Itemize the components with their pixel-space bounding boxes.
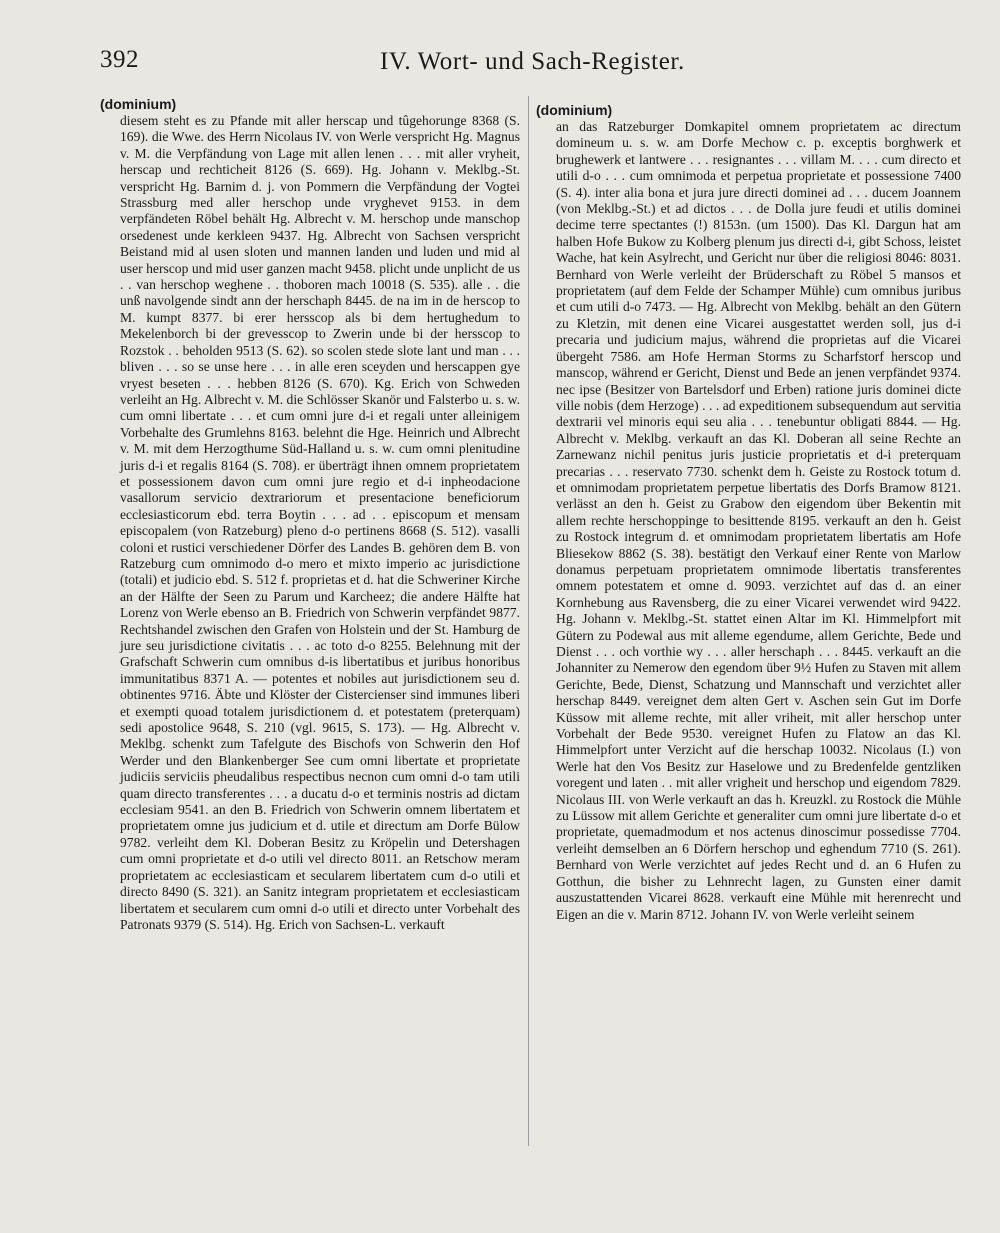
page-number: 392 — [100, 46, 139, 73]
right-column-text: an das Ratzeburger Domkapitel omnem proprietatem ac directum domineum u. s. w. am Dorfe Mechow c. p. exceptis borghwerk et brughewerk et lantwere . . . resignantes . . . villam M. . . . cum directo et utili d-o . . . cum omnimoda et perpetua proprietate et possessione 7400 (S. 4). inter alia bona et jura jure directi dominei ad . . . ducem Joannem (von Meklbg.-St.) et ad dictos . . . de Dolla jure feudi et utilis dominei decime terre spectantes (!) 8153n. (um 1500). Das Kl. Dargun hat am halben Hofe Bukow zu Kolberg plenum jus directi d-i, gibt Schoss, leistet Wache, hat kein Asylrecht, und Gericht nur über die religiosi 8046: 8031. Bernhard von Werle verleiht der Brüderschaft zu Röbel 5 mansos et proprietatem (auf dem Felde der Schamper Mühle) cum omnibus juribus et cum utili d-o 7473. — Hg. Albrecht von Meklbg. behält an den Gütern zu Kletzin, mit denen eine Vicarei ausgestattet werden soll, jus d-i precaria und judicium majus, während die proprietas auf die Vicarei übergeht 7586. am Hofe Herman Storms zu Scharfstorf herscop und manscop, während er Gericht, Dienst und Bede an jenen verpfändet 9374. nec ipse (Besitzer von Bartelsdorf und Erben) ratione juris dominei dicte ville nobis (dem Herzoge) . . . ad expeditionem subsequendum aut servitia dextrarii vel minoris equi seu alia . . . tenebuntur obligati 8844. — Hg. Albrecht v. Meklbg. verkauft an das Kl. Doberan all seine Rechte an Zarnewanz nichil penitus juris justicie proprietatis et d-i preterquam precarias . . . reservato 7730. schenkt dem h. Geiste zu Rostock totum d. et omnimodam proprietatem perpetue libertatis des Dorfs Bramow 8121. verlässt an den h. Geist zu Grabow den eigendom über Bekentin mit allem rechte herschoppinge to besittende 8195. verkauft an den h. Geist zu Rostock integrum d. et omnimodam proprietatem libertatis am Hofe Bliesekow 8862 (S. 38). bestätigt den Verkauf einer Rente von Marlow donamus perpetuam proprietatem omnimode libertatis transferentes omnem potestatem et omne d. 9093. verzichtet auf das d. an einer Kornhebung aus Ravensberg, die zu einer Vicarei verwendet wird 9422. Hg. Johann v. Meklbg.-St. stattet einen Altar im Kl. Himmelpfort mit Gütern zu Podewal aus mit alleme egendume, allem Gerichte, Bede und Dienst . . . och vorthie wy . . . aller herschaph . . . 8445. verkauft an die Johanniter zu Nemerow den egendom über 9½ Hufen zu Staven mit allem Gerichte, Bede, Dienst, Schatzung und Mannschaft und verzichtet aller herschap 8449. vereignet dem alten Gert v. Aschen sein Gut im Dorfe Küssow mit alleme rechte, mit aller vriheit, mit aller herschop unter Vorbehalt der Bede 9530. vereignet Hufen zu Flatow an das Kl. Himmelpfort unter Verzicht auf die herschap 10032. Nicolaus (I.) von Werle hat den Vos Besitz zur Haselowe und zu Bredenfelde gentzliken voregent und laten . . mit aller vrigheit und herschop und eigendom 7829. Nicolaus III. von Werle verkauft an das h. Kreuzkl. zu Rostock die Mühle zu Lüssow mit allem Gerichte et generaliter cum omni jure libertate d-o et proprietate, quemadmodum et nos actenus dinoscimur possedisse 7704. verleiht demselben an 6 Dörfern herschop und eghendum 7710 (S. 261). Bernhard von Werle verzichtet auf jedes Recht und d. an 6 Hufen zu Gotthun, die bisher zu Lehnrecht lagen, zu Gunsten einer damit auszustattenden Vicarei 8628. verkauft eine Mühle mit herenrecht und Eigen an die v. Marin 8712. Johann IV. von Werle verleiht seinem — [556, 119, 961, 922]
left-column — [102, 96, 520, 933]
running-head: IV. Wort- und Sach-Register. — [380, 48, 685, 75]
right-column — [538, 102, 961, 923]
left-column-label: (dominium) — [100, 96, 177, 112]
column-divider — [528, 96, 529, 1146]
right-column-label: (dominium) — [536, 102, 613, 118]
left-column-text: diesem steht es zu Pfande mit aller herscap und tûgehorunge 8368 (S. 169). die Wwe. des Herrn Nicolaus IV. von Werle verspricht Hg. Magnus v. M. die Verpfändung von Lage mit allen lenen . . . mit aller vryheit, herscap und rechticheit 8126 (S. 669). Hg. Johann v. Meklbg.-St. verspricht Hg. Barnim d. j. von Pommern die Verpfändung der Vogtei Strassburg med aller herschop unde vryghevet 9153. in dem verpfändeten Röbel behält Hg. Albrecht v. M. herschop unde manschop orsedenest unde kerkleen 9437. Hg. Albrecht von Sachsen verspricht Beistand mid al usen sloten und mannen landen und luden und mid al user herscop und mid user ganzen macht 9458. plicht unde unplicht de us . . van herschop weghene . . thoboren mach 10018 (S. 535). alle . . die unß navolgende sindt ann der herschaph 8445. de na im in de herscop to M. kumpt 8377. bi erer hersscop als bi dem hertughedum to Mekelenborch bi der grevesscop to Zwerin unde bi der hersscop to Rozstok . . beholden 9513 (S. 62). so scolen stede slote lant und man . . . bliven . . . so se unse here . . . in alle eren sceyden und herscappen gye vryest beseten . . . hebben 8126 (S. 670). Kg. Erich von Schweden verleiht an Hg. Albrecht v. M. die Schlösser Skanör und Falsterbo u. s. w. cum omni libertate . . . et cum omni jure d-i et regali unter alleinigem Vorbehalte des Grumlehns 8163. belehnt die Hge. Heinrich und Albrecht v. M. mit dem Herzogthume Süd-Halland u. s. w. cum omni plenitudine juris d-i et regalis 8164 (S. 708). er überträgt ihnen omnem proprietatem et possessionem davon cum omni jure regio et d-i inpheodacione vasallorum servicio dextrariorum et presentacione beneficiorum ecclesiasticorum ebd. terra Boytin . . . ad . . episcopum et mensam episcopalem (von Ratzeburg) pleno d-o pertinens 8668 (S. 512). vasalli coloni et rustici verschiedener Dörfer des Landes B. gehören dem B. von Ratzeburg cum omnimodo d-o mero et mixto imperio ac jurisdictione (totali) et judicio ebd. S. 512 f. proprietas et d. hat die Schweriner Kirche an der Hälfte der Seen zu Parum und Karcheez; die andere Hälfte hat Lorenz von Werle ebenso an B. Friedrich von Schwerin verpfändet 9877. Rechtshandel zwischen den Grafen von Holstein und der St. Hamburg de jure seu jurisdictione civitatis . . . ac toto d-o 8255. Belehnung mit der Grafschaft Schwerin cum omnibus d-is libertatibus et juribus honoribus immunitatibus 8371 A. — potentes et nobiles aut jurisdictionem seu d. obtinentes 9716. Äbte und Klöster der Cistercienser sind immunes liberi et exempti quoad totalem jurisdictionem d. et potestatem (preterquam) sedi apostolice 9648, S. 210 (vgl. 9615, S. 173). — Hg. Albrecht v. Meklbg. schenkt zum Tafelgute des Bischofs von Schwerin den Hof Werder und den Blankenberger See cum omni libertate et proprietate judiciis serviciis pheudalibus respectibus necnon cum omni d-o tam utili quam directo transferentes . . . a ducatu d-o et terminis nostris ad dictam ecclesiam 9541. an den B. Friedrich von Schwerin omnem libertatem et proprietatem omne jus judicium et d. utile et directum am Dorfe Bülow 9782. verleiht dem Kl. Doberan Besitz zu Kröpelin und Detershagen cum omni proprietate et d-o utili vel directo 8011. an Retschow meram proprietatem ac ecclesiasticam et secularem libertatem cum d-o utili et directo 8490 (S. 321). an Sanitz integram proprietatem et ecclesiasticam libertatem et secularem cum omni d-o utili et directo unter Vorbehalt des Patronats 9379 (S. 514). Hg. Erich von Sachsen-L. verkauft — [120, 113, 520, 932]
